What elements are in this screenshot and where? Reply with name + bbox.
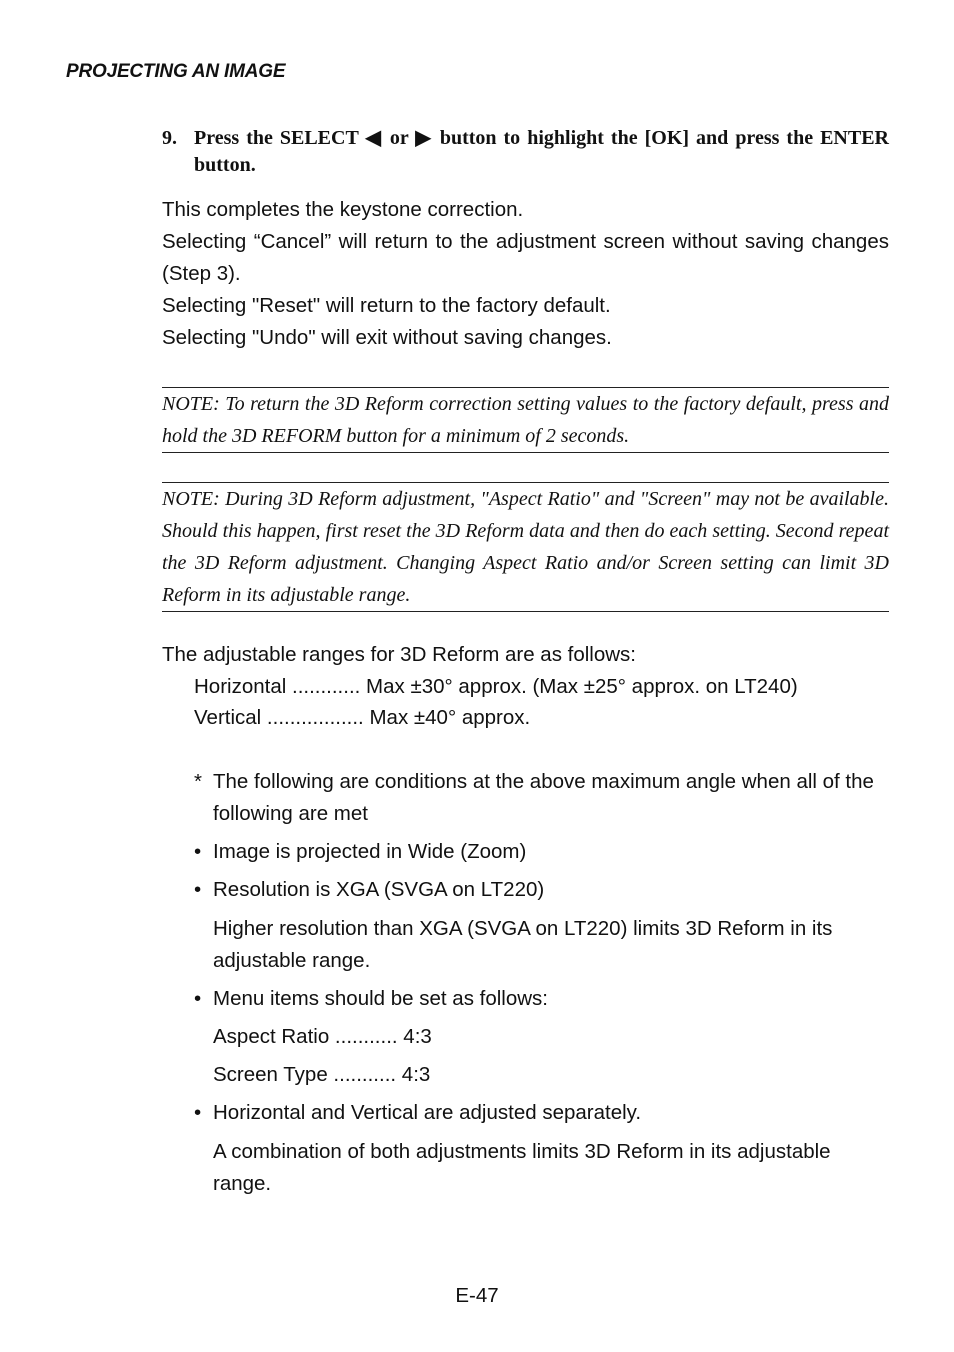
combination-note: A combination of both adjustments limits 3D Reform in its adjustable range.	[213, 1140, 831, 1195]
step-instruction	[162, 125, 889, 179]
completion-line: This completes the keystone correction.	[162, 198, 524, 221]
bullet-mark: •	[194, 987, 202, 1010]
menu-label: Screen Type	[213, 1063, 328, 1086]
ranges-intro: The adjustable ranges for 3D Reform are as follows:	[162, 643, 637, 666]
bullet-mark: •	[194, 1101, 202, 1124]
range-leader: .................	[261, 706, 364, 729]
resolution-note: Higher resolution than XGA (SVGA on LT220) limits 3D Reform in its adjustable range.	[213, 917, 833, 972]
range-label: Vertical	[194, 706, 262, 729]
bullet-text: Horizontal and Vertical are adjusted separately.	[213, 1101, 642, 1124]
menu-row-aspect-ratio	[213, 1021, 432, 1053]
step-number: 9.	[162, 127, 177, 149]
asterisk-text: The following are conditions at the above maximum angle when all of the following are met	[213, 770, 874, 825]
bullet-text: Image is projected in Wide (Zoom)	[213, 840, 527, 863]
range-value: Max ±40° approx.	[363, 706, 531, 729]
bullet-item-wide-zoom	[194, 836, 889, 868]
note-text: NOTE: To return the 3D Reform correction setting values to the factory default, press and hold the 3D REFORM button for a minimum of 2 seconds.	[162, 393, 889, 447]
bullet-item-resolution	[194, 874, 889, 906]
bullet-text: Resolution is XGA (SVGA on LT220)	[213, 878, 545, 901]
menu-leader: ...........	[329, 1025, 398, 1048]
cancel-line: Selecting “Cancel” will return to the adjustment screen without saving changes (Step 3).	[162, 230, 889, 285]
bullet-item-menu	[194, 983, 889, 1015]
menu-value: 4:3	[396, 1063, 431, 1086]
note-text: NOTE: During 3D Reform adjustment, "Aspect Ratio" and "Screen" may not be available. Should this happen, first reset the 3D Reform data and then do each setting. Second repeat the 3D Reform adjustment. Changing Aspect Ratio and/or Screen setting can limit 3D Reform in its adjustable range.	[162, 488, 889, 606]
note-box-factory-default	[162, 387, 889, 453]
completion-paragraph	[162, 194, 889, 354]
note-box-aspect-ratio	[162, 482, 889, 612]
section-title: PROJECTING AN IMAGE	[66, 61, 286, 82]
bullet-text: Menu items should be set as follows:	[213, 987, 548, 1010]
range-row-vertical	[194, 702, 530, 734]
range-label: Horizontal	[194, 675, 287, 698]
reset-line: Selecting "Reset" will return to the factory default.	[162, 294, 611, 317]
bullet-mark: •	[194, 878, 202, 901]
range-leader: ............	[286, 675, 361, 698]
page-number: E-47	[455, 1284, 499, 1307]
undo-line: Selecting "Undo" will exit without saving changes.	[162, 326, 612, 349]
menu-value: 4:3	[397, 1025, 432, 1048]
range-row-horizontal	[194, 671, 798, 703]
bullet-mark: •	[194, 840, 202, 863]
bullet-item-separate	[194, 1097, 889, 1129]
conditions-asterisk-item	[194, 766, 889, 830]
menu-label: Aspect Ratio	[213, 1025, 330, 1048]
menu-leader: ...........	[327, 1063, 397, 1086]
step-text: Press the SELECT ◀ or ▶ button to highlight the [OK] and press the ENTER button.	[194, 127, 889, 176]
menu-row-screen-type	[213, 1059, 430, 1091]
asterisk-mark: *	[194, 770, 202, 793]
range-value: Max ±30° approx. (Max ±25° approx. on LT240)	[360, 675, 798, 698]
